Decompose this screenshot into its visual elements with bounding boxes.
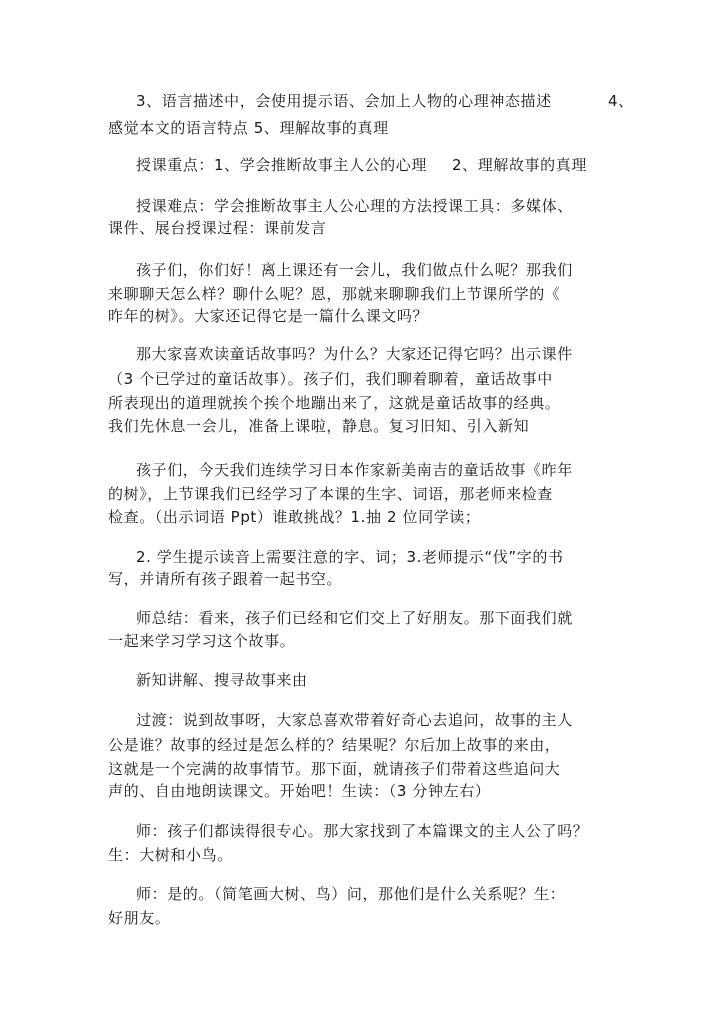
- text-line: 声的、自由地朗读课文。开始吧！生读：（3 分钟左右）: [108, 782, 491, 800]
- text-line: 师：孩子们都读得很专心。那大家找到了本篇课文的主人公了吗？: [136, 822, 589, 840]
- section-heading: 新知讲解、搜寻故事来由: [136, 671, 308, 689]
- text-line: 检查。（出示词语 Ppt）谁敢挑战？1.抽 2 位同学读；: [108, 508, 481, 526]
- text-line: 生：大树和小鸟。: [108, 846, 233, 864]
- text-line: 过渡：说到故事呀，大家总喜欢带着好奇心去追问，故事的主人: [136, 711, 573, 729]
- text-line: 来聊聊天怎么样？聊什么呢？恩，那就来聊聊我们上节课所学的《: [108, 285, 561, 303]
- text-line: 好朋友。: [108, 909, 171, 927]
- text-line: 4、: [608, 92, 634, 110]
- text-line: 所表现出的道理就挨个挨个地蹦出来了，这就是童话故事的经典。: [108, 394, 561, 412]
- text-line: 师：是的。（简笔画大树、鸟）问，那他们是什么关系呢？生：: [136, 885, 566, 903]
- text-line: 昨年的树》。大家还记得它是一篇什么课文吗？: [108, 307, 429, 325]
- text-line: 孩子们，你们好！离上课还有一会儿，我们做点什么呢？那我们: [136, 261, 573, 279]
- text-line: 课件、展台授课过程：课前发言: [108, 219, 327, 237]
- text-line: 2. 学生提示读音上需要注意的字、词；3.老师提示“伐”字的书: [136, 548, 564, 566]
- text-line: 我们先休息一会儿，准备上课啦，静息。复习旧知、引入新知: [108, 417, 530, 435]
- text-line: 孩子们，今天我们连续学习日本作家新美南吉的童话故事《昨年: [136, 461, 573, 479]
- text-line: 公是谁？故事的经过是怎么样的？结果呢？尔后加上故事的来由，: [108, 736, 561, 754]
- text-line: 2、理解故事的真理: [452, 156, 587, 174]
- text-line: 这就是一个完满的故事情节。那下面，就请孩子们带着这些追问大: [108, 760, 561, 778]
- text-line: 写，并请所有孩子跟着一起书空。: [108, 570, 343, 588]
- text-line: 授课重点：1、学会推断故事主人公的心理: [136, 156, 427, 174]
- text-line: 感觉本文的语言特点 5、理解故事的真理: [108, 119, 389, 137]
- text-line: 的树》，上节课我们已经学习了本课的生字、词语，那老师来检查: [108, 485, 553, 503]
- text-line: （3 个已学过的童话故事）。孩子们，我们聊着聊着，童话故事中: [108, 370, 553, 388]
- text-line: 3、语言描述中，会使用提示语、会加上人物的心理神态描述: [136, 92, 552, 110]
- text-line: 师总结：看来，孩子们已经和它们交上了好朋友。那下面我们就: [136, 609, 573, 627]
- text-line: 一起来学习学习这个故事。: [108, 632, 296, 650]
- text-line: 授课难点：学会推断故事主人公心理的方法授课工具：多媒体、: [136, 197, 573, 215]
- text-line: 那大家喜欢读童话故事吗？为什么？大家还记得它吗？出示课件: [136, 345, 573, 363]
